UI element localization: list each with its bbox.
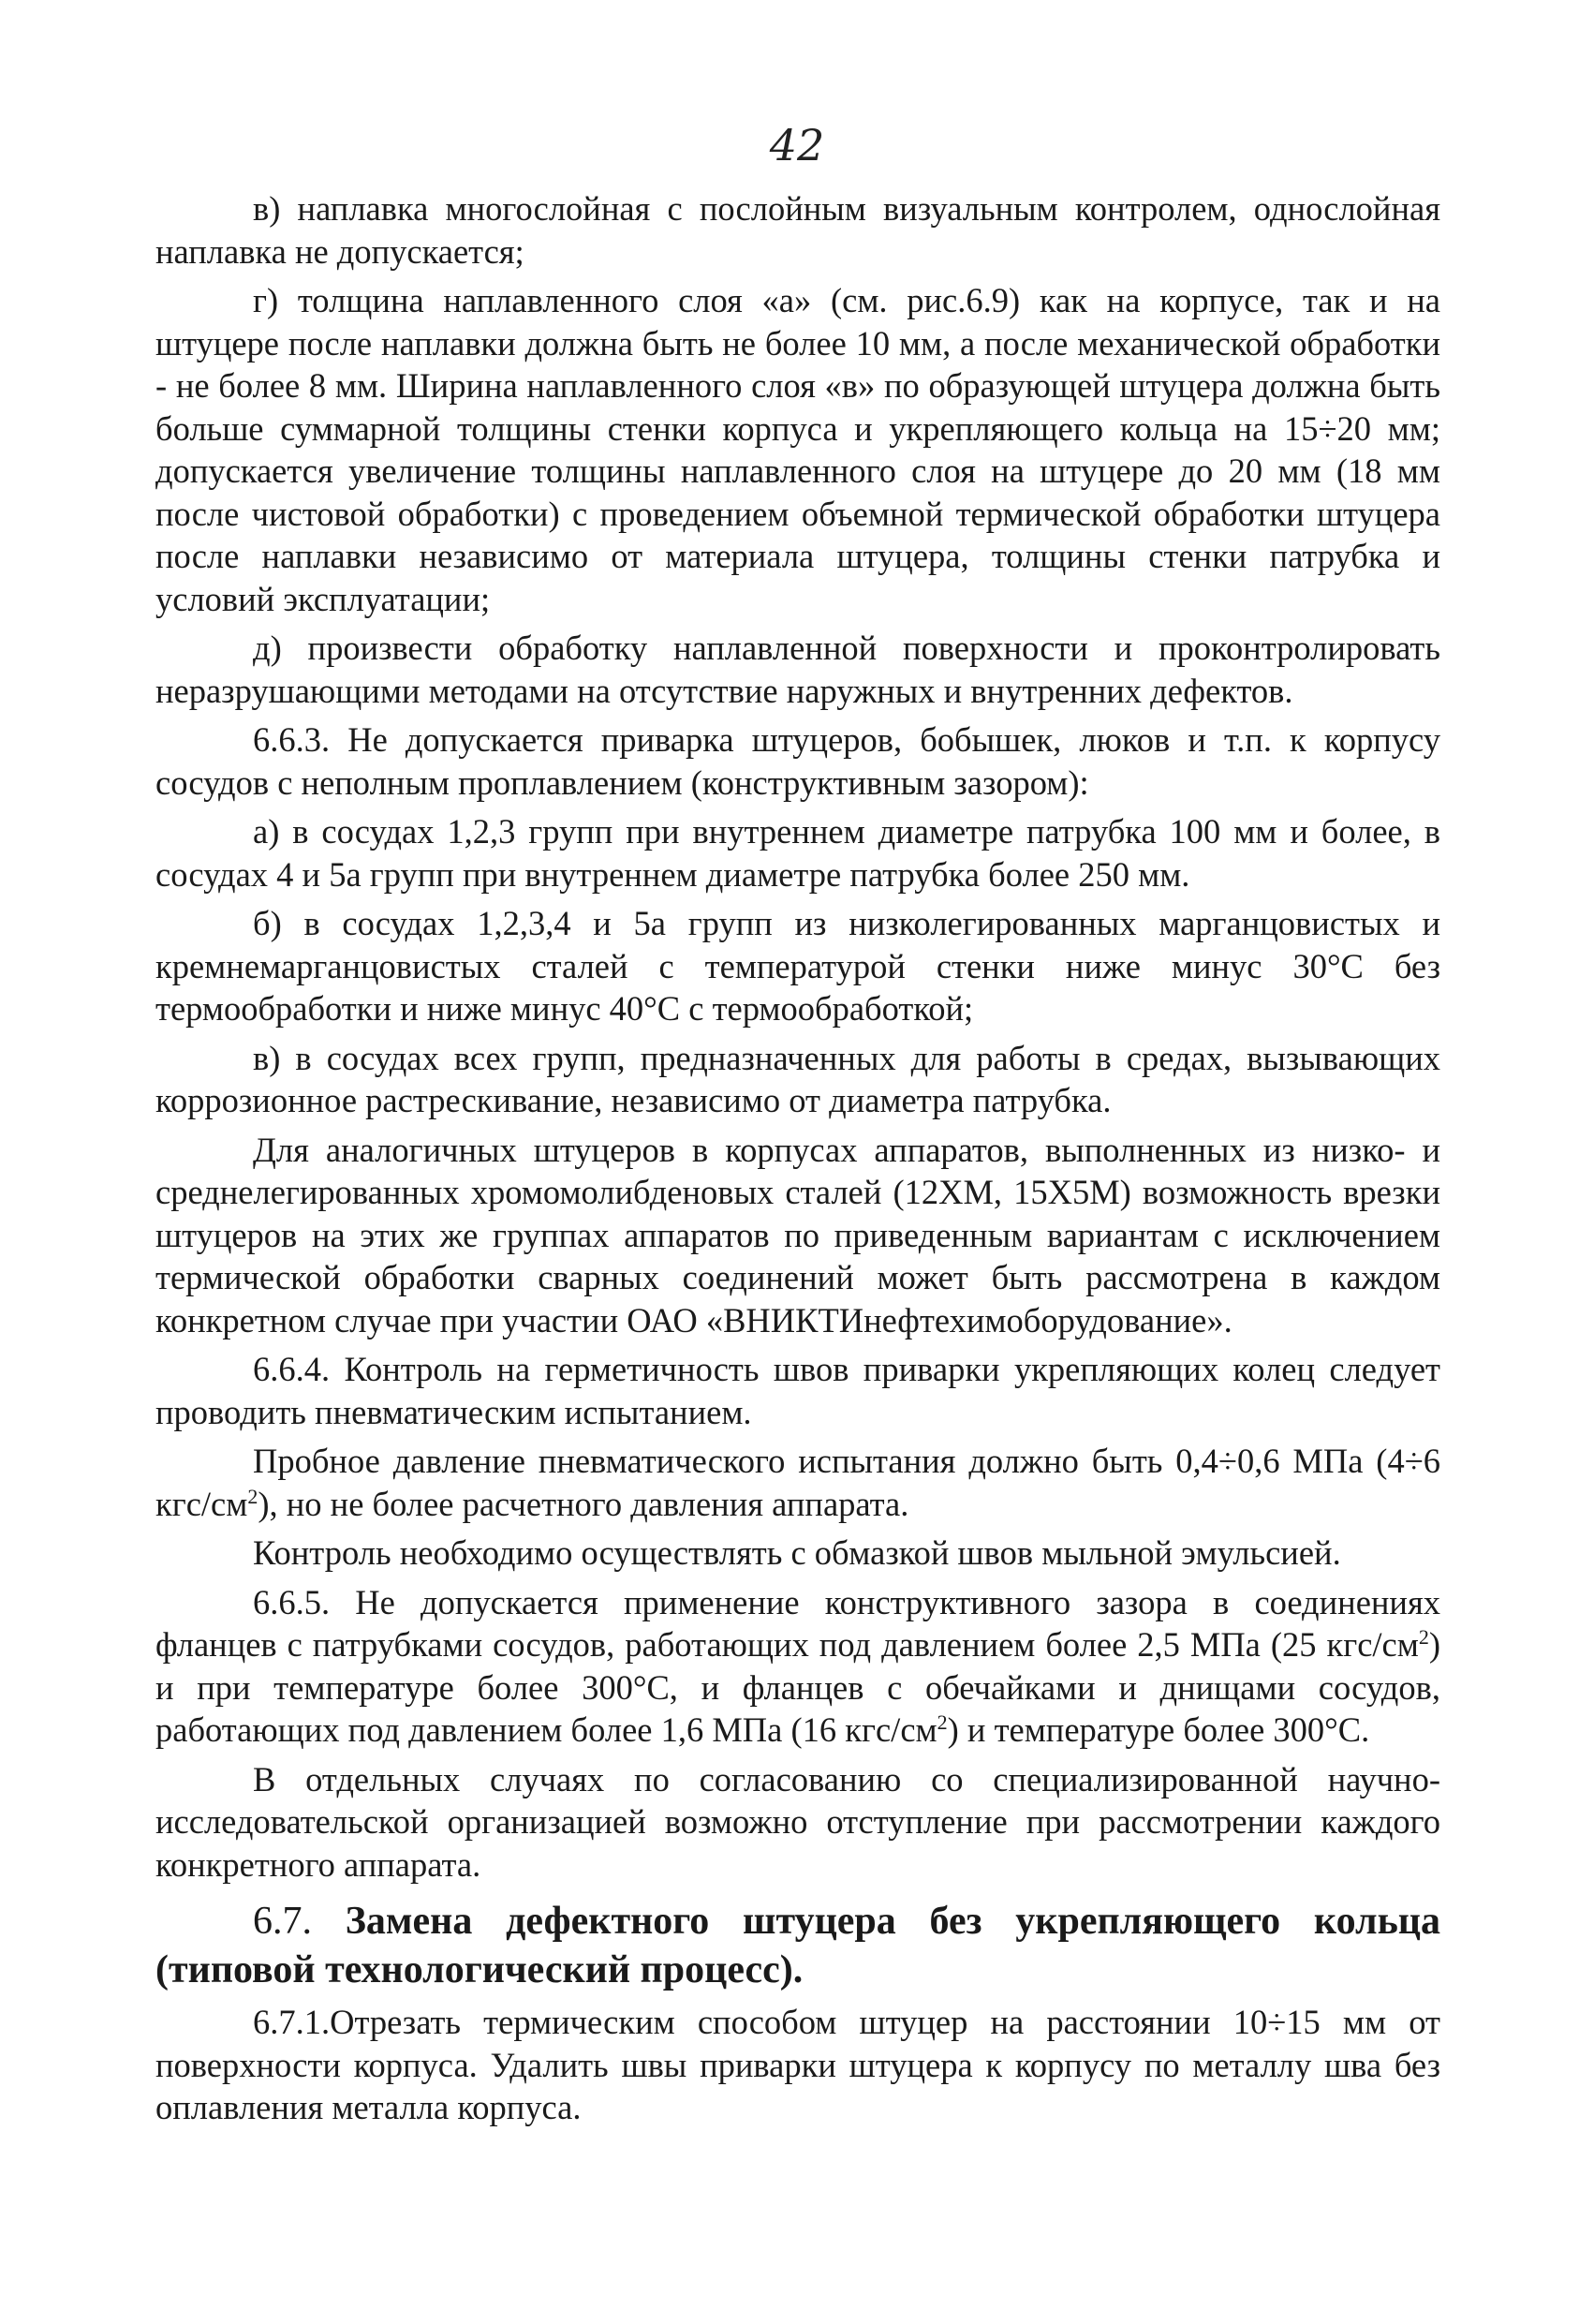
paragraph-6-6-3: 6.6.3. Не допускается приварка штуцеров, бобышек, люков и т.п. к корпусу сосудов с неполным проплавлением (конструктивным зазором): — [155, 720, 1440, 802]
clause-6-6-5-text-a: 6.6.5. Не допускается применение конструктивного зазора в соединениях фланцев с патрубками сосудов, работающих под давлением более 2,5 МПа (25 кгс/см — [155, 1582, 1440, 1664]
superscript: 2 — [1418, 1624, 1429, 1649]
paragraph-6-6-3-v: в) в сосудах всех групп, предназначенных для работы в средах, вызывающих коррозионное растрескивание, независимо от диаметра патрубка. — [155, 1038, 1440, 1119]
test-pressure-text-a: Пробное давление пневматического испытания должно быть 0,4÷0,6 МПа (4÷6 кгс/см — [155, 1442, 1440, 1523]
section-number: 6.7. — [253, 1900, 312, 1943]
paragraph-6-6-4: 6.6.4. Контроль на герметичность швов приварки укрепляющих колец следует проводить пневматическим испытанием. — [155, 1350, 1440, 1431]
clause-6-6-5-text-c: ) и температуре более 300°С. — [947, 1710, 1370, 1749]
section-heading-6-7 — [155, 1897, 1440, 1994]
superscript: 2 — [937, 1710, 948, 1734]
paragraph-6-6-3-b: б) в сосудах 1,2,3,4 и 5а групп из низколегированных марганцовистых и кремнемарганцовистых сталей с температурой стенки ниже минус 30°С без термообработки и ниже минус 40°С с термообработкой; — [155, 904, 1440, 1028]
paragraph-item-v: в) наплавка многослойная с послойным визуальным контролем, однослойная наплавка не допускается; — [155, 189, 1440, 271]
document-body — [155, 187, 1440, 2136]
section-title: Замена дефектного штуцера без укрепляющего кольца (типовой технологический процесс). — [155, 1900, 1440, 1991]
superscript: 2 — [247, 1484, 258, 1508]
paragraph-special-cases: В отдельных случаях по согласованию со специализированной научно-исследовательской организацией возможно отступление при рассмотрении каждого конкретного аппарата. — [155, 1759, 1440, 1884]
paragraph-soap-control: Контроль необходимо осуществлять с обмазкой швов мыльной эмульсией. — [253, 1533, 1341, 1572]
paragraph-test-pressure — [155, 1440, 1440, 1525]
clause-6-6-5-text-b: ) и при температуре более 300°С, и фланцев с обечайками и днищами сосудов, работающих под давлением более 1,6 МПа (16 кгс/см — [155, 1625, 1440, 1749]
paragraph-analogous-fittings: Для аналогичных штуцеров в корпусах аппаратов, выполненных из низко- и среднелегированных хромомолибденовых сталей (12ХМ, 15Х5М) возможность врезки штуцеров на этих же группах аппаратов по приведенным вариантам с исключением термической обработки сварных соединений может быть рассмотрена в каждом конкретном случае при участии ОАО «ВНИКТИнефтехимоборудование». — [155, 1130, 1440, 1340]
paragraph-item-d: д) произвести обработку наплавленной поверхности и проконтролировать неразрушающими методами на отсутствие наружных и внутренних дефектов. — [155, 629, 1440, 710]
paragraph-6-6-5 — [155, 1581, 1440, 1752]
page-number: 42 — [769, 120, 825, 170]
test-pressure-text-b: ), но не более расчетного давления аппарата. — [258, 1484, 909, 1523]
paragraph-6-6-3-a: а) в сосудах 1,2,3 групп при внутреннем диаметре патрубка 100 мм и более, в сосудах 4 и 5а групп при внутреннем диаметре патрубка более 250 мм. — [155, 812, 1440, 894]
paragraph-6-7-1: 6.7.1.Отрезать термическим способом штуцер на расстоянии 10÷15 мм от поверхности корпуса. Удалить швы приварки штуцера к корпусу по металлу шва без оплавления металла корпуса. — [155, 2003, 1440, 2126]
paragraph-item-g: г) толщина наплавленного слоя «а» (см. рис.6.9) как на корпусе, так и на штуцере после наплавки должна быть не более 10 мм, а после механической обработки - не более 8 мм. Ширина наплавленного слоя «в» по образующей штуцера должна быть больше суммарной толщины стенки корпуса и укрепляющего кольца на 15÷20 мм; допускается увеличение толщины наплавленного слоя на штуцере до 20 мм (18 мм после чистовой обработки) с проведением объемной термической обработки штуцера после наплавки независимо от материала штуцера, толщины стенки патрубка и условий эксплуатации; — [155, 281, 1440, 618]
